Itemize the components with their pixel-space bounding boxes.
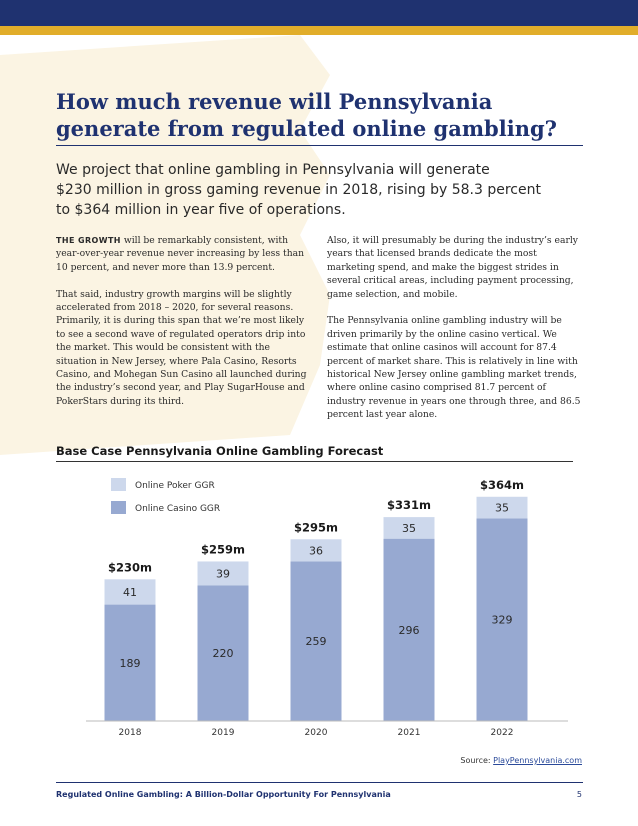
page-title: How much revenue will Pennsylvania generate from regulated online gambling? (56, 89, 557, 141)
legend-swatch-poker (111, 478, 126, 491)
right-column (327, 234, 583, 435)
label-total-2022: $364m (480, 477, 524, 492)
chart-legend (111, 478, 220, 514)
label-casino-2021: 296 (398, 623, 420, 637)
x-axis-ticks (119, 728, 514, 738)
stacked-bar-chart (56, 466, 573, 746)
label-poker-2018: 41 (123, 585, 137, 599)
intro-paragraph (56, 160, 576, 220)
label-casino-2019: 220 (212, 647, 234, 661)
label-poker-2021: 35 (402, 521, 416, 535)
left-paragraph-2: That said, industry growth margins will be slightly accelerated from 2018 – 2020, for several reasons. Primarily, it is during this span that we’re most likely to see a second wave of regulated operators drip into the market. This would be consistent with the situation in New Jersey, where Pala Casino, Resorts Casino, and Mohegan Sun Casino all launched during the industry’s second year, and Play SugarHouse and PokerStars during its third. (56, 288, 307, 407)
x-tick-2022: 2022 (490, 728, 514, 738)
legend-label-poker: Online Poker GGR (135, 481, 215, 491)
lead-in: THE GROWTH (56, 236, 121, 245)
right-paragraph-1: Also, it will presumably be during the industry’s early years that licensed brands dedicate the most marketing spend, and make the biggest strides in several critical areas, including payment processing, game selection, and mobile. (327, 235, 578, 300)
label-total-2018: $230m (108, 560, 152, 575)
label-casino-2022: 329 (491, 613, 513, 627)
label-poker-2019: 39 (216, 567, 230, 581)
label-poker-2020: 36 (309, 544, 323, 558)
source-link[interactable]: PlayPennsylvania.com (493, 756, 582, 765)
intro-line-3: to $364 million in year five of operations. (56, 202, 346, 218)
x-tick-2018: 2018 (118, 728, 142, 738)
title-rule (56, 145, 583, 146)
label-total-2019: $259m (201, 542, 245, 557)
right-paragraph-2: The Pennsylvania online gambling industry will be driven primarily by the online casino vertical. We estimate that online casinos will account for 87.4 percent of market share. This is relatively in line with historical New Jersey online gambling market trends, where online casino comprised 81.7 percent of industry revenue in years one through three, and 86.5 percent last year alone. (327, 315, 581, 421)
footer-rule (56, 782, 583, 783)
chart-title-rule (56, 461, 573, 462)
x-tick-2020: 2020 (304, 728, 328, 738)
label-total-2020: $295m (294, 520, 338, 535)
label-total-2021: $331m (387, 498, 431, 513)
chart-source (460, 756, 582, 765)
x-tick-2019: 2019 (211, 728, 235, 738)
x-tick-2021: 2021 (397, 728, 421, 738)
footer-title: Regulated Online Gambling: A Billion-Dollar Opportunity For Pennsylvania (56, 790, 391, 799)
header-gold-bar (0, 26, 638, 35)
left-paragraph-1 (56, 234, 312, 274)
header-navy-bar (0, 0, 638, 26)
legend-label-casino: Online Casino GGR (135, 504, 221, 514)
label-poker-2022: 35 (495, 501, 509, 515)
intro-line-1: We project that online gambling in Pennsylvania will generate (56, 162, 490, 178)
page-number: 5 (576, 790, 582, 799)
intro-line-2: $230 million in gross gaming revenue in 2018, rising by 58.3 percent (56, 182, 541, 198)
left-column (56, 234, 312, 422)
source-label: Source: (460, 756, 494, 765)
label-casino-2018: 189 (119, 656, 141, 670)
legend-swatch-casino (111, 501, 126, 514)
chart-bars (105, 478, 528, 721)
label-casino-2020: 259 (305, 635, 327, 649)
left-paragraph-1-text: will be remarkably consistent, with year-over-year revenue never increasing by less than 10 percent, and never more than 13.9 percent. (56, 235, 305, 273)
chart-title: Base Case Pennsylvania Online Gambling Forecast (56, 444, 384, 458)
chart-container (56, 466, 583, 746)
